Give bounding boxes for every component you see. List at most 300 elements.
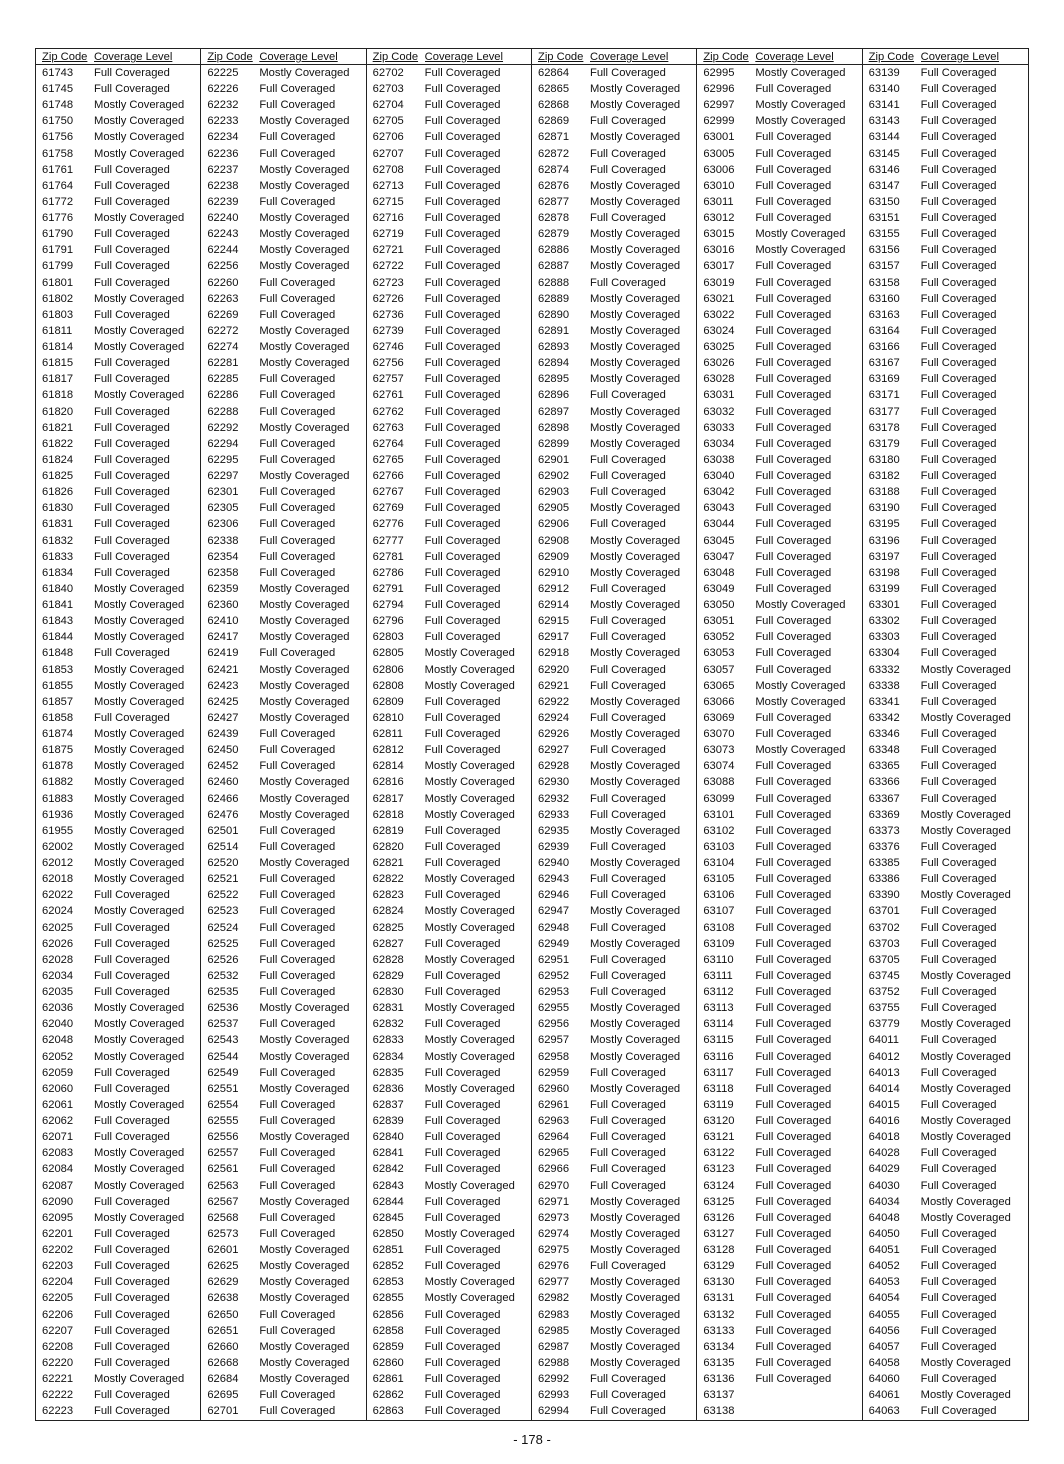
coverage-level-cell: Full Coveraged <box>755 534 832 547</box>
zip-code-cell: 62555 <box>207 1115 239 1128</box>
table-row <box>863 146 1028 162</box>
table-row <box>201 1000 365 1016</box>
table-row <box>697 291 861 307</box>
zip-code-cell: 62997 <box>703 99 735 112</box>
table-row <box>367 129 531 145</box>
coverage-level-cell: Full Coveraged <box>259 1018 336 1031</box>
coverage-level-cell: Full Coveraged <box>589 1131 666 1144</box>
coverage-level-cell: Full Coveraged <box>259 99 336 112</box>
coverage-level-cell: Full Coveraged <box>424 631 501 644</box>
table-row <box>201 662 365 678</box>
zip-code-cell: 64013 <box>868 1066 900 1079</box>
table-row <box>863 1049 1028 1065</box>
zip-code-cell: 62837 <box>372 1098 404 1111</box>
column-header <box>367 49 531 65</box>
zip-code-cell: 63049 <box>703 582 735 595</box>
table-row <box>532 484 696 500</box>
table-row <box>697 97 861 113</box>
coverage-level-cell: Full Coveraged <box>589 921 666 934</box>
coverage-level-cell: Mostly Coveraged <box>424 921 515 934</box>
zip-code-cell: 62295 <box>207 453 239 466</box>
table-row <box>863 1081 1028 1097</box>
table-row <box>367 1387 531 1403</box>
table-row <box>367 742 531 758</box>
coverage-level-cell: Full Coveraged <box>755 1163 832 1176</box>
table-row <box>863 1290 1028 1306</box>
coverage-level-cell: Full Coveraged <box>755 373 832 386</box>
coverage-level-cell: Mostly Coveraged <box>94 824 185 837</box>
table-row <box>863 1129 1028 1145</box>
zip-code-cell: 63196 <box>868 534 900 547</box>
table-row <box>697 1371 861 1387</box>
zip-code-cell: 62203 <box>42 1260 74 1273</box>
table-row <box>201 226 365 242</box>
coverage-level-cell: Full Coveraged <box>259 1405 336 1418</box>
zip-code-cell: 63390 <box>868 889 900 902</box>
zip-code-cell: 62059 <box>42 1066 74 1079</box>
zip-code-cell: 62845 <box>372 1211 404 1224</box>
zip-code-cell: 61853 <box>42 663 74 676</box>
zip-code-cell: 62920 <box>537 663 570 676</box>
coverage-level-cell: Mostly Coveraged <box>424 1034 515 1047</box>
zip-code-cell: 63197 <box>868 550 900 563</box>
table-row <box>532 1081 696 1097</box>
coverage-level-cell: Mostly Coveraged <box>259 324 350 337</box>
coverage-level-cell: Full Coveraged <box>755 1292 832 1305</box>
zip-code-cell: 64011 <box>868 1034 899 1047</box>
coverage-level-cell: Mostly Coveraged <box>589 1244 681 1257</box>
coverage-level-cell: Full Coveraged <box>755 711 832 724</box>
zip-code-cell: 62964 <box>537 1131 570 1144</box>
table-row <box>532 952 696 968</box>
zip-code-cell: 63346 <box>868 728 900 741</box>
zip-code-cell: 63147 <box>868 179 900 192</box>
coverage-level-header: Coverage Level <box>424 51 504 63</box>
coverage-level-cell: Full Coveraged <box>755 1034 832 1047</box>
coverage-level-cell: Mostly Coveraged <box>259 1292 350 1305</box>
table-row <box>532 1290 696 1306</box>
table-row <box>697 694 861 710</box>
coverage-level-cell: Mostly Coveraged <box>94 873 185 886</box>
table-row <box>532 178 696 194</box>
zip-code-cell: 62705 <box>372 115 404 128</box>
table-row <box>367 823 531 839</box>
table-row <box>697 855 861 871</box>
zip-code-cell: 62236 <box>207 147 239 160</box>
zip-code-cell: 62868 <box>537 99 570 112</box>
coverage-level-cell: Full Coveraged <box>259 1115 336 1128</box>
zip-code-cell: 62234 <box>207 131 239 144</box>
table-row <box>863 1161 1028 1177</box>
zip-code-cell: 62568 <box>207 1211 239 1224</box>
table-row <box>201 726 365 742</box>
table-row <box>863 710 1028 726</box>
zip-code-header: Zip Code <box>42 51 88 63</box>
table-row <box>201 952 365 968</box>
coverage-level-cell: Full Coveraged <box>755 276 832 289</box>
coverage-level-cell: Full Coveraged <box>259 1211 336 1224</box>
zip-code-cell: 63169 <box>868 373 900 386</box>
zip-code-cell: 62301 <box>207 486 239 499</box>
table-row <box>863 678 1028 694</box>
table-row <box>201 871 365 887</box>
table-row <box>697 887 861 903</box>
table-row <box>863 65 1028 81</box>
zip-code-cell: 63198 <box>868 566 900 579</box>
table-row <box>863 162 1028 178</box>
zip-code-cell: 62893 <box>537 341 570 354</box>
coverage-level-cell: Mostly Coveraged <box>589 324 681 337</box>
zip-code-cell: 62841 <box>372 1147 404 1160</box>
coverage-level-cell: Mostly Coveraged <box>755 744 846 757</box>
coverage-level-cell: Full Coveraged <box>920 324 997 337</box>
zip-code-cell: 62256 <box>207 260 239 273</box>
coverage-level-cell: Full Coveraged <box>920 905 997 918</box>
zip-code-cell: 62557 <box>207 1147 239 1160</box>
table-row <box>697 710 861 726</box>
zip-code-cell: 64028 <box>868 1147 900 1160</box>
zip-code-cell: 62660 <box>207 1340 239 1353</box>
table-row <box>201 1371 365 1387</box>
coverage-level-cell: Mostly Coveraged <box>94 131 185 144</box>
coverage-level-cell: Full Coveraged <box>259 905 336 918</box>
table-row <box>863 1242 1028 1258</box>
zip-code-cell: 62721 <box>372 244 404 257</box>
coverage-level-cell: Full Coveraged <box>424 260 501 273</box>
coverage-level-cell: Mostly Coveraged <box>755 599 846 612</box>
coverage-level-cell: Full Coveraged <box>259 969 336 982</box>
table-row <box>36 97 200 113</box>
zip-code-cell: 62012 <box>42 857 74 870</box>
coverage-level-cell: Mostly Coveraged <box>589 373 681 386</box>
zip-code-cell: 62090 <box>42 1195 74 1208</box>
zip-code-cell: 61814 <box>42 341 74 354</box>
table-row <box>532 146 696 162</box>
coverage-level-cell: Full Coveraged <box>94 373 170 386</box>
zip-code-cell: 62452 <box>207 760 239 773</box>
coverage-level-cell: Full Coveraged <box>94 518 170 531</box>
zip-code-cell: 62427 <box>207 711 239 724</box>
zip-code-cell: 63386 <box>868 873 900 886</box>
coverage-level-cell: Mostly Coveraged <box>920 1195 1011 1208</box>
zip-code-cell: 62240 <box>207 212 239 225</box>
zip-code-cell: 63145 <box>868 147 900 160</box>
coverage-level-cell: Full Coveraged <box>424 115 501 128</box>
zip-code-header: Zip Code <box>207 51 253 63</box>
zip-code-cell: 62703 <box>372 83 404 96</box>
table-row <box>863 258 1028 274</box>
zip-code-cell: 62305 <box>207 502 239 515</box>
zip-code-cell: 62888 <box>537 276 570 289</box>
coverage-level-cell: Full Coveraged <box>94 1244 170 1257</box>
table-row <box>201 307 365 323</box>
zip-code-cell: 63006 <box>703 163 735 176</box>
zip-code-cell: 62702 <box>372 66 404 79</box>
table-row <box>36 355 200 371</box>
table-row <box>201 1081 365 1097</box>
coverage-level-cell: Full Coveraged <box>259 1098 336 1111</box>
zip-code-cell: 62668 <box>207 1356 239 1369</box>
zip-code-cell: 62551 <box>207 1082 239 1095</box>
zip-code-cell: 63117 <box>703 1066 734 1079</box>
coverage-level-cell: Full Coveraged <box>424 308 501 321</box>
zip-code-cell: 62906 <box>537 518 570 531</box>
table-row <box>201 903 365 919</box>
table-row <box>36 387 200 403</box>
table-row <box>697 516 861 532</box>
zip-code-cell: 62226 <box>207 83 239 96</box>
table-row <box>367 791 531 807</box>
zip-code-cell: 62715 <box>372 195 404 208</box>
coverage-level-cell: Full Coveraged <box>755 1276 832 1289</box>
table-row <box>36 1145 200 1161</box>
table-row <box>367 1129 531 1145</box>
zip-code-cell: 62036 <box>42 1002 74 1015</box>
table-row <box>863 1113 1028 1129</box>
coverage-level-cell: Full Coveraged <box>259 373 336 386</box>
coverage-level-cell: Full Coveraged <box>259 534 336 547</box>
zip-code-cell: 62767 <box>372 486 404 499</box>
coverage-level-cell: Full Coveraged <box>920 212 997 225</box>
zip-code-cell: 63132 <box>703 1308 735 1321</box>
table-row <box>863 597 1028 613</box>
table-row <box>697 146 861 162</box>
coverage-level-cell: Mostly Coveraged <box>589 228 681 241</box>
coverage-level-cell: Full Coveraged <box>589 873 666 886</box>
coverage-level-cell: Mostly Coveraged <box>755 66 846 79</box>
zip-code-cell: 64057 <box>868 1340 900 1353</box>
zip-code-cell: 63112 <box>703 986 734 999</box>
zip-code-cell: 64014 <box>868 1082 900 1095</box>
coverage-level-cell: Full Coveraged <box>424 1066 501 1079</box>
zip-code-cell: 63118 <box>703 1082 734 1095</box>
table-row <box>367 1032 531 1048</box>
zip-code-cell: 63116 <box>703 1050 734 1063</box>
coverage-level-cell: Full Coveraged <box>94 534 170 547</box>
coverage-level-cell: Mostly Coveraged <box>589 1050 681 1063</box>
zip-code-cell: 63156 <box>868 244 900 257</box>
zip-code-cell: 62439 <box>207 728 239 741</box>
coverage-level-cell: Full Coveraged <box>424 599 501 612</box>
table-row <box>532 920 696 936</box>
zip-code-cell: 62830 <box>372 986 404 999</box>
coverage-level-cell: Full Coveraged <box>920 373 997 386</box>
zip-code-cell: 62034 <box>42 969 74 982</box>
zip-code-cell: 62769 <box>372 502 404 515</box>
table-row <box>36 1113 200 1129</box>
coverage-level-cell: Full Coveraged <box>755 405 832 418</box>
table-row <box>36 807 200 823</box>
coverage-level-cell: Full Coveraged <box>755 260 832 273</box>
zip-code-cell: 61834 <box>42 566 74 579</box>
coverage-level-cell: Mostly Coveraged <box>589 1211 681 1224</box>
zip-code-header: Zip Code <box>537 51 584 63</box>
zip-code-cell: 62836 <box>372 1082 404 1095</box>
table-row <box>863 533 1028 549</box>
table-row <box>532 1049 696 1065</box>
zip-code-cell: 63182 <box>868 470 900 483</box>
coverage-level-cell: Full Coveraged <box>920 1340 997 1353</box>
zip-code-cell: 61743 <box>42 66 74 79</box>
table-row <box>36 436 200 452</box>
table-row <box>201 678 365 694</box>
coverage-level-cell: Full Coveraged <box>755 905 832 918</box>
zip-code-cell: 62864 <box>537 66 570 79</box>
coverage-level-cell: Mostly Coveraged <box>94 905 185 918</box>
table-row <box>863 871 1028 887</box>
coverage-level-cell: Full Coveraged <box>94 66 170 79</box>
zip-code-cell: 61833 <box>42 550 74 563</box>
table-row <box>532 1242 696 1258</box>
zip-code-cell: 62022 <box>42 889 74 902</box>
zip-code-cell: 63073 <box>703 744 735 757</box>
coverage-level-cell: Full Coveraged <box>259 1227 336 1240</box>
coverage-level-cell: Full Coveraged <box>94 470 170 483</box>
zip-code-cell: 62761 <box>372 389 404 402</box>
table-row <box>36 678 200 694</box>
coverage-level-cell: Full Coveraged <box>424 228 501 241</box>
coverage-level-cell: Full Coveraged <box>589 1163 666 1176</box>
table-row <box>863 549 1028 565</box>
coverage-level-cell: Full Coveraged <box>920 1260 997 1273</box>
table-row <box>863 984 1028 1000</box>
coverage-level-cell: Full Coveraged <box>755 131 832 144</box>
zip-code-cell: 61750 <box>42 115 74 128</box>
table-row <box>863 1371 1028 1387</box>
table-row <box>532 387 696 403</box>
table-row <box>532 1355 696 1371</box>
coverage-level-cell: Full Coveraged <box>920 760 997 773</box>
zip-code-cell: 63047 <box>703 550 735 563</box>
table-row <box>532 839 696 855</box>
table-row <box>697 1339 861 1355</box>
coverage-level-cell: Mostly Coveraged <box>424 776 515 789</box>
zip-code-cell: 62810 <box>372 711 404 724</box>
table-row <box>532 242 696 258</box>
zip-code-cell: 62914 <box>537 599 570 612</box>
coverage-level-cell: Full Coveraged <box>424 1324 501 1337</box>
zip-code-cell: 62514 <box>207 840 239 853</box>
zip-code-cell: 62238 <box>207 179 239 192</box>
coverage-level-cell: Full Coveraged <box>920 1244 997 1257</box>
column-header <box>697 49 861 65</box>
table-row <box>532 1113 696 1129</box>
coverage-level-cell: Full Coveraged <box>94 986 170 999</box>
coverage-level-cell: Full Coveraged <box>920 276 997 289</box>
zip-code-cell: 63032 <box>703 405 735 418</box>
coverage-level-cell: Mostly Coveraged <box>424 792 515 805</box>
zip-code-cell: 61761 <box>42 163 74 176</box>
coverage-level-cell: Full Coveraged <box>589 1389 666 1402</box>
zip-code-cell: 62982 <box>537 1292 570 1305</box>
table-row <box>532 1258 696 1274</box>
zip-code-cell: 62961 <box>537 1098 570 1111</box>
table-row <box>697 387 861 403</box>
coverage-level-cell: Mostly Coveraged <box>755 695 846 708</box>
table-row <box>367 613 531 629</box>
coverage-level-cell: Full Coveraged <box>424 1340 501 1353</box>
zip-code-cell: 61764 <box>42 179 74 192</box>
zip-code-cell: 62805 <box>372 647 404 660</box>
coverage-level-cell: Full Coveraged <box>755 889 832 902</box>
zip-code-cell: 64018 <box>868 1131 900 1144</box>
zip-code-cell: 62891 <box>537 324 570 337</box>
coverage-level-cell: Full Coveraged <box>755 453 832 466</box>
table-row <box>201 807 365 823</box>
zip-code-cell: 62274 <box>207 341 239 354</box>
table-row <box>36 339 200 355</box>
table-row <box>697 1065 861 1081</box>
zip-code-cell: 62895 <box>537 373 570 386</box>
zip-code-cell: 62928 <box>537 760 570 773</box>
table-row <box>367 968 531 984</box>
table-row <box>532 420 696 436</box>
table-row <box>201 420 365 436</box>
table-row <box>201 129 365 145</box>
coverage-level-cell: Full Coveraged <box>94 453 170 466</box>
zip-code-cell: 63332 <box>868 663 900 676</box>
coverage-level-cell: Full Coveraged <box>424 582 501 595</box>
coverage-level-cell: Full Coveraged <box>424 695 501 708</box>
zip-code-cell: 62927 <box>537 744 570 757</box>
table-row <box>697 758 861 774</box>
coverage-level-cell: Full Coveraged <box>259 405 336 418</box>
coverage-level-cell: Full Coveraged <box>920 1276 997 1289</box>
zip-code-cell: 63113 <box>703 1002 734 1015</box>
table-row <box>201 210 365 226</box>
coverage-level-cell: Full Coveraged <box>755 1131 832 1144</box>
zip-code-cell: 62894 <box>537 357 570 370</box>
table-row <box>863 242 1028 258</box>
coverage-level-cell: Full Coveraged <box>920 1147 997 1160</box>
table-row <box>532 758 696 774</box>
table-row <box>532 774 696 790</box>
coverage-level-cell: Full Coveraged <box>424 453 501 466</box>
zip-code-cell: 62297 <box>207 470 239 483</box>
table-row <box>201 355 365 371</box>
table-row <box>367 678 531 694</box>
table-row <box>201 484 365 500</box>
zip-code-cell: 63042 <box>703 486 735 499</box>
coverage-level-cell: Full Coveraged <box>424 824 501 837</box>
table-row <box>36 855 200 871</box>
zip-code-cell: 62756 <box>372 357 404 370</box>
coverage-level-cell: Mostly Coveraged <box>589 244 681 257</box>
zip-code-cell: 62650 <box>207 1308 239 1321</box>
coverage-level-cell: Mostly Coveraged <box>259 244 350 257</box>
table-row <box>697 404 861 420</box>
table-row <box>367 1000 531 1016</box>
table-row <box>201 242 365 258</box>
coverage-level-cell: Mostly Coveraged <box>424 1227 515 1240</box>
zip-code-cell: 62625 <box>207 1260 239 1273</box>
zip-code-cell: 61857 <box>42 695 74 708</box>
table-row <box>201 1194 365 1210</box>
zip-code-cell: 63303 <box>868 631 900 644</box>
coverage-level-cell: Full Coveraged <box>920 405 997 418</box>
coverage-level-cell: Mostly Coveraged <box>424 1082 515 1095</box>
table-row <box>201 162 365 178</box>
coverage-level-cell: Full Coveraged <box>920 1292 997 1305</box>
table-row <box>367 323 531 339</box>
zip-code-cell: 62791 <box>372 582 404 595</box>
coverage-level-cell: Full Coveraged <box>755 341 832 354</box>
zip-code-cell: 62269 <box>207 308 239 321</box>
coverage-level-cell: Full Coveraged <box>755 308 832 321</box>
coverage-level-cell: Mostly Coveraged <box>920 1018 1011 1031</box>
table-row <box>863 468 1028 484</box>
coverage-level-cell: Full Coveraged <box>920 244 997 257</box>
